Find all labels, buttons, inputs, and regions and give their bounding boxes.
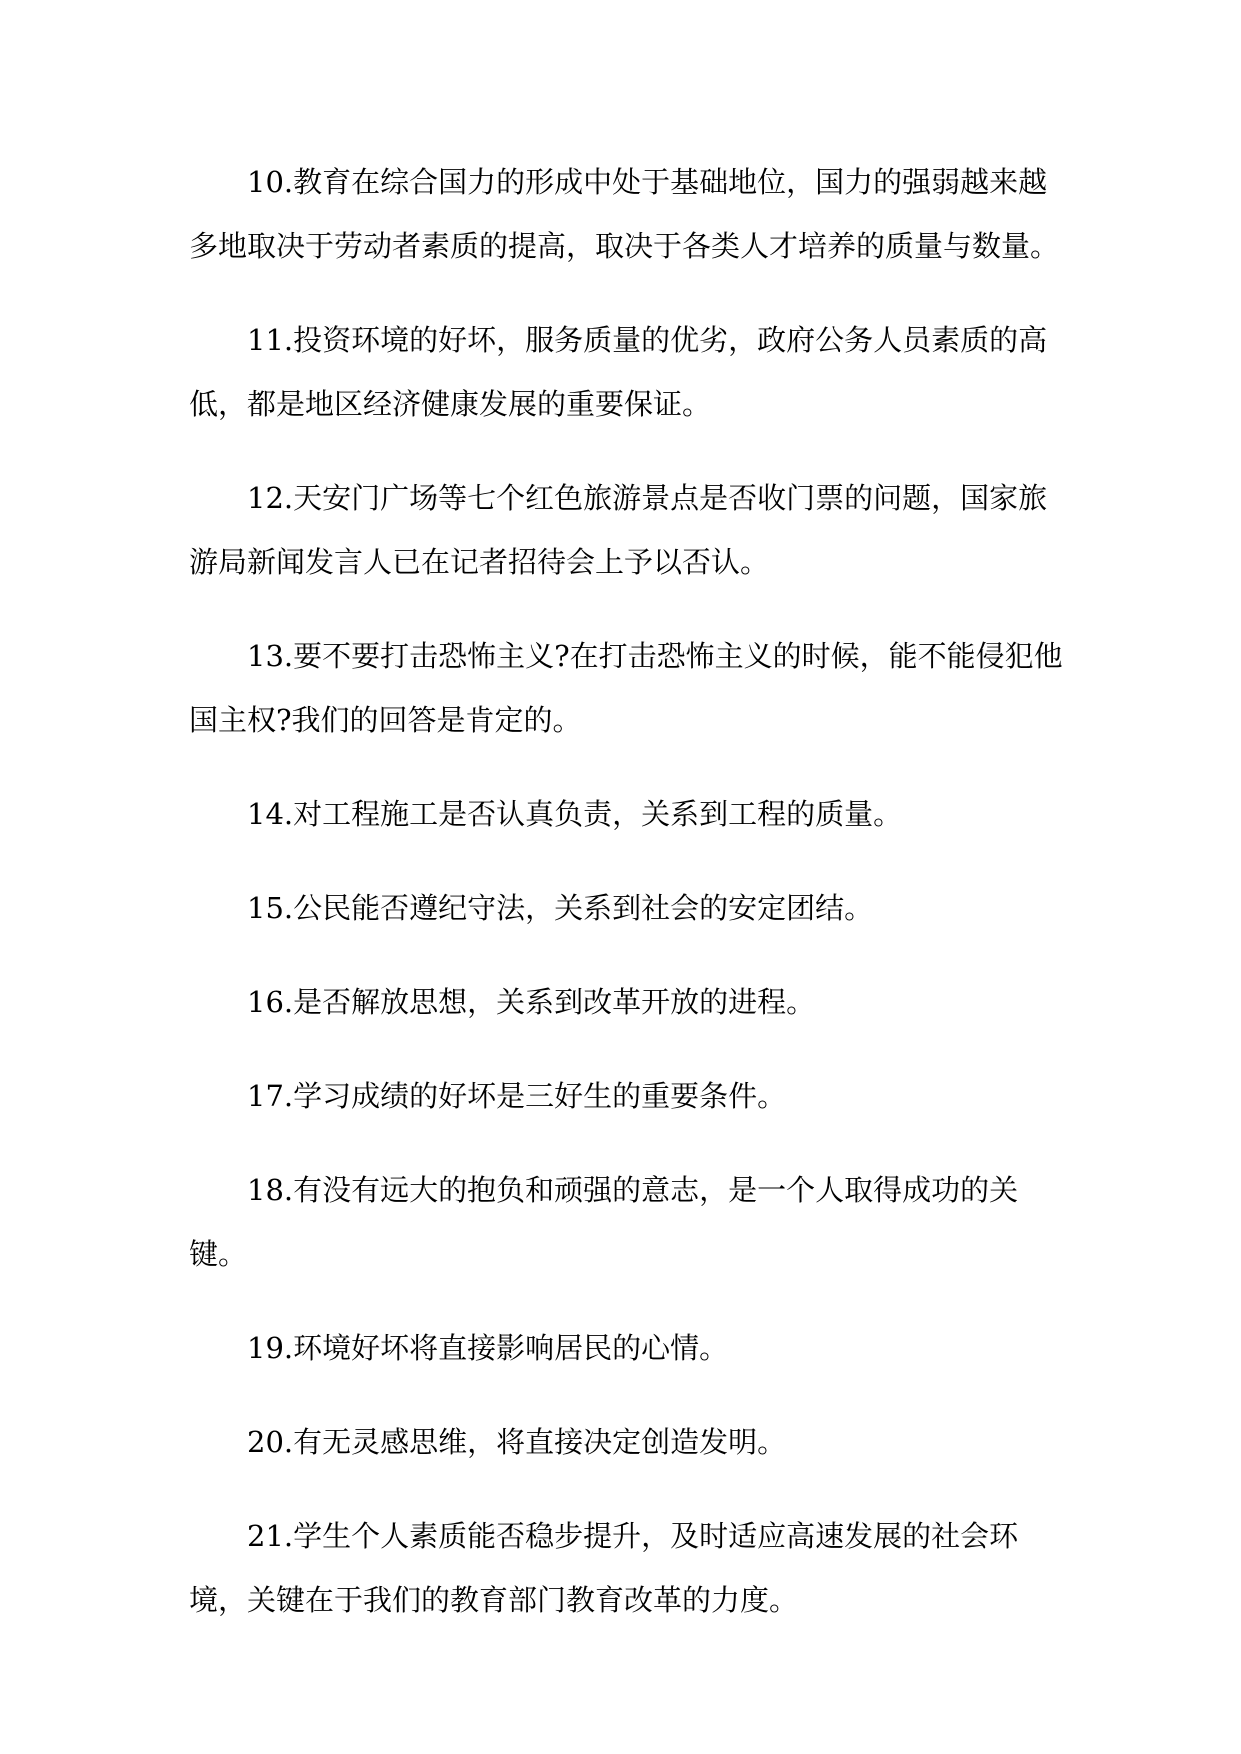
paragraph-19: 19.环境好坏将直接影响居民的心情。 xyxy=(247,1331,729,1365)
paragraph-14: 14.对工程施工是否认真负责，关系到工程的质量。 xyxy=(247,797,903,831)
paragraph-18: 18.有没有远大的抱负和顽强的意志，是一个人取得成功的关键。 xyxy=(189,1173,1019,1271)
paragraph-10: 10.教育在综合国力的形成中处于基础地位，国力的强弱越来越多地取决于劳动者素质的提高，取决于各类人才培养的质量与数量。 xyxy=(189,165,1060,263)
paragraph-13: 13.要不要打击恐怖主义?在打击恐怖主义的时候，能不能侵犯他国主权?我们的回答是肯定的。 xyxy=(189,639,1063,737)
paragraph-16: 16.是否解放思想，关系到改革开放的进程。 xyxy=(247,985,816,1019)
document-body xyxy=(189,150,1069,1662)
paragraph-12: 12.天安门广场等七个红色旅游景点是否收门票的问题，国家旅游局新闻发言人已在记者招待会上予以否认。 xyxy=(189,481,1048,579)
paragraph-21: 21.学生个人素质能否稳步提升，及时适应高速发展的社会环境，关键在于我们的教育部门教育改革的力度。 xyxy=(189,1519,1019,1617)
paragraph-17: 17.学习成绩的好坏是三好生的重要条件。 xyxy=(247,1079,787,1113)
paragraph-15: 15.公民能否遵纪守法，关系到社会的安定团结。 xyxy=(247,891,874,925)
paragraph-20: 20.有无灵感思维，将直接决定创造发明。 xyxy=(247,1425,787,1459)
paragraph-11: 11.投资环境的好坏，服务质量的优劣，政府公务人员素质的高低，都是地区经济健康发展的重要保证。 xyxy=(189,323,1048,421)
